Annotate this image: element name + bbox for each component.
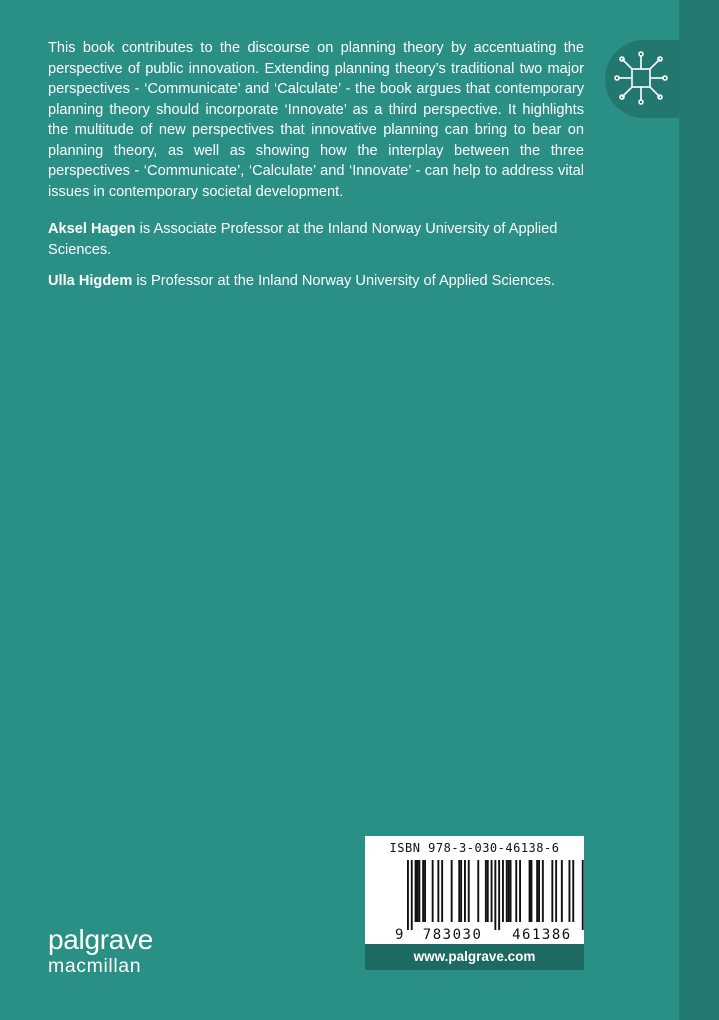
- barcode-bar: [468, 860, 470, 922]
- barcode-bar: [572, 860, 574, 922]
- barcode-bar: [418, 860, 420, 922]
- isbn-text: ISBN 978-3-030-46138-6: [389, 841, 560, 855]
- barcode-bar: [538, 860, 540, 922]
- barcode-bar: [494, 860, 496, 930]
- book-description: This book contributes to the discourse on planning theory by accentuating the perspective of public innovation. Extending planning theory’s traditional two major perspectives - ‘Communicate’ and ‘Calculate’ - the book argues that contemporary planning theory should incorporate ‘Innovate’ as a third perspective. It highlights the multitude of new perspectives that innovative planning can bring to bear on planning theory, as well as showing how the interplay between the three perspectives - ‘Communicate’, ‘Calculate’ and ‘Innovate’ - can help to address vital issues in contemporary societal development.: [48, 40, 584, 200]
- publisher-name-line1: palgrave: [48, 924, 154, 955]
- back-cover-text: [48, 38, 584, 303]
- barcode-bar: [508, 860, 510, 922]
- barcode-bar: [569, 860, 571, 922]
- barcode-digits: 783030: [422, 927, 483, 943]
- barcode-bar: [542, 860, 544, 922]
- barcode-bar: [415, 860, 417, 922]
- barcode-digits: 9: [395, 927, 405, 943]
- barcode-bar: [491, 860, 493, 922]
- author-name: Ulla Higdem: [48, 273, 133, 289]
- barcode-bar: [477, 860, 479, 922]
- barcode-bar: [515, 860, 517, 922]
- barcode-bar: [506, 860, 508, 922]
- barcode-bar: [411, 860, 413, 930]
- barcode-bar: [424, 860, 426, 922]
- barcode-bar: [432, 860, 434, 922]
- barcode-bar: [561, 860, 563, 922]
- barcode-bar: [529, 860, 531, 922]
- author-bio-higdem: [48, 271, 584, 292]
- barcode-bar: [458, 860, 460, 922]
- barcode-bar: [555, 860, 557, 922]
- barcode-bar: [582, 860, 584, 930]
- barcode-bar: [437, 860, 439, 922]
- barcode-digits: 461386: [512, 927, 572, 943]
- barcode-bar: [441, 860, 443, 922]
- publisher-logo: [48, 926, 153, 978]
- barcode-bar: [407, 860, 409, 930]
- barcode-bar: [451, 860, 453, 922]
- barcode-bar: [460, 860, 462, 922]
- palgrave-network-logo-icon: [611, 48, 671, 108]
- publisher-name-line2: macmillan: [48, 955, 142, 977]
- barcode-bar: [510, 860, 512, 922]
- barcode-bar: [464, 860, 466, 922]
- barcode-bar: [487, 860, 489, 922]
- book-spine: [679, 0, 719, 1020]
- author-bio-text: is Professor at the Inland Norway University of Applied Sciences.: [132, 273, 555, 289]
- barcode-bar: [536, 860, 538, 922]
- barcode-bar: [498, 860, 500, 930]
- logo-tab: [605, 40, 679, 118]
- barcode-bar: [417, 860, 419, 922]
- author-name: Aksel Hagen: [48, 221, 136, 237]
- barcode-bar: [551, 860, 553, 922]
- barcode-bar: [531, 860, 533, 922]
- barcode-bar: [519, 860, 521, 922]
- author-bio-hagen: [48, 219, 584, 260]
- author-bio-text: is Associate Professor at the Inland Norway University of Applied Sciences.: [48, 221, 558, 258]
- barcode-box: [365, 836, 584, 944]
- barcode-bar: [502, 860, 504, 922]
- barcode-bar: [485, 860, 487, 922]
- publisher-website-link[interactable]: www.palgrave.com: [365, 944, 584, 970]
- barcode-bar: [422, 860, 424, 922]
